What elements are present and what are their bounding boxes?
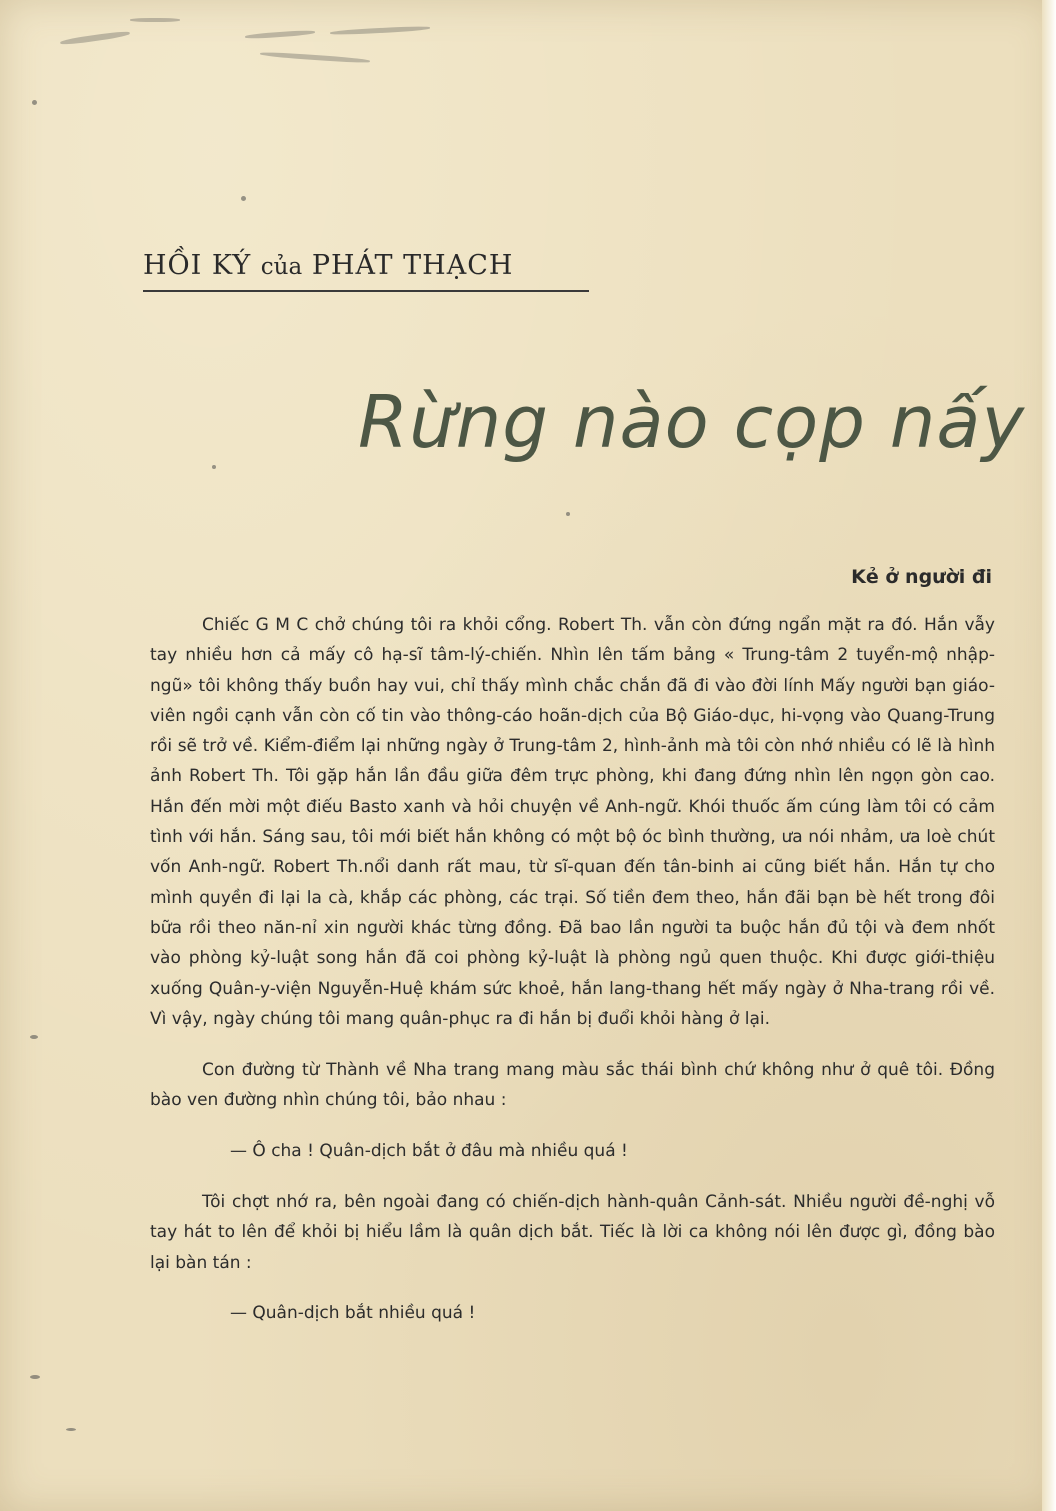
dialogue-line: — Ô cha ! Quân-dịch bắt ở đâu mà nhiều quá ! — [230, 1140, 628, 1161]
paper-speck — [212, 465, 216, 469]
header-of: của — [260, 254, 303, 280]
page-edge — [1042, 0, 1056, 1511]
ink-smudge — [260, 51, 370, 64]
memoir-header — [143, 250, 589, 281]
paper-speck — [66, 1428, 76, 1431]
header-underline — [143, 290, 589, 292]
paper-speck — [241, 196, 246, 201]
article-title: Rừng nào cọp nấy — [358, 380, 1026, 464]
header-author: PHÁT THẠCH — [311, 250, 514, 281]
ink-smudge — [330, 25, 430, 35]
section-label: Kẻ ở người đi — [851, 566, 992, 588]
article-body — [150, 610, 995, 1328]
paragraph: Con đường từ Thành về Nha trang mang màu sắc thái bình chứ không như ở quê tôi. Đồng bào ven đường nhìn chúng tôi, bảo nhau : — [150, 1060, 995, 1111]
paragraph: Chiếc G M C chở chúng tôi ra khỏi cổng. Robert Th. vẫn còn đứng ngẩn mặt ra đó. Hắn vẫy tay nhiều hơn cả mấy cô hạ-sĩ tâm-lý-chiến. Nhìn lên tấm bảng « Trung-tâm 2 tuyển-mộ nhập-ngũ» tôi không thấy buồn hay vui, chỉ thấy mình chắc chắn đã đi vào đời lính Mấy người bạn giáo-viên ngồi cạnh vẫn còn cố tin vào thông-cáo hoãn-dịch của Bộ Giáo-dục, hi-vọng vào Quang-Trung rồi sẽ trở về. Kiểm-điểm lại những ngày ở Trung-tâm 2, hình-ảnh mà tôi còn nhớ nhiều có lẽ là hình ảnh Robert Th. Tôi gặp hắn lần đầu giữa đêm trực phòng, khi đang đứng nhìn lên ngọn gòn cao. Hắn đến mời một điếu Basto xanh và hỏi chuyện về Anh-ngữ. Khói thuốc ấm cúng làm tôi có cảm tình với hắn. Sáng sau, tôi mới biết hắn không có một bộ óc bình thường, ưa nói nhảm, ưa loè chút vốn Anh-ngữ. Robert Th.nổi danh rất mau, từ sĩ-quan đến tân-binh ai cũng biết hắn. Hắn tự cho mình quyền đi lại la cà, khắp các phòng, các trại. Số tiền đem theo, hắn đãi bạn bè hết trong đôi bữa rồi theo năn-nỉ xin người khác từng đồng. Đã bao lần người ta buộc hắn đủ tội và đem nhốt vào phòng kỷ-luật song hắn đã coi phòng kỷ-luật là phòng ngủ quen thuộc. Khi được giới-thiệu xuống Quân-y-viện Nguyễn-Huệ khám sức khoẻ, hắn lang-thang hết mấy ngày ở Nha-trang rồi về. Vì vậy, ngày chúng tôi mang quân-phục ra đi hắn bị đuổi khỏi hàng ở lại. — [150, 615, 995, 1029]
paper-speck — [32, 100, 37, 105]
ink-smudge — [130, 18, 180, 22]
ink-smudge — [60, 30, 130, 46]
header-lead: HỒI KÝ — [143, 250, 252, 281]
paper-speck — [30, 1375, 40, 1379]
paragraph: Tôi chợt nhớ ra, bên ngoài đang có chiến-dịch hành-quân Cảnh-sát. Nhiều người đề-nghị vỗ tay hát to lên để khỏi bị hiểu lầm là quân dịch bắt. Tiếc là lời ca không nói lên được gì, đồng bào lại bàn tán : — [150, 1192, 995, 1273]
paper-speck — [566, 512, 570, 516]
paper-speck — [30, 1035, 38, 1039]
ink-smudge — [245, 30, 315, 40]
dialogue-line: — Quân-dịch bắt nhiều quá ! — [230, 1302, 476, 1323]
